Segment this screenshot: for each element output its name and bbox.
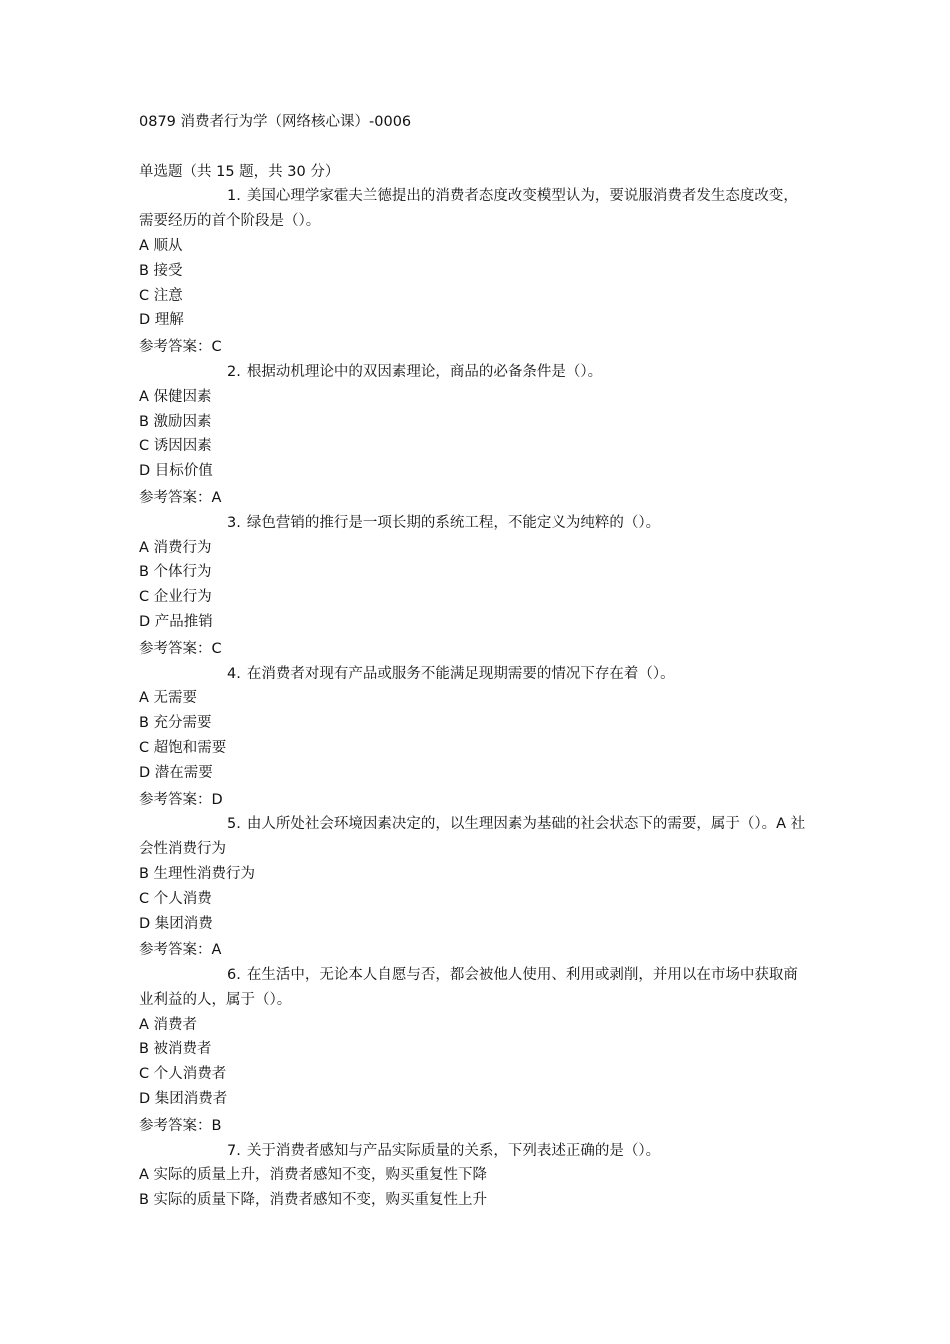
answer-option: C 个人消费者 bbox=[139, 1066, 227, 1083]
answer-option: B 充分需要 bbox=[139, 715, 212, 732]
answer-option: A 顺从 bbox=[139, 237, 183, 254]
question-item bbox=[139, 1139, 811, 1213]
reference-answer-label: 参考答案： bbox=[139, 489, 212, 506]
answer-option: B 个体行为 bbox=[139, 564, 212, 581]
question-stem bbox=[139, 812, 811, 862]
question-stem bbox=[139, 184, 811, 234]
reference-answer bbox=[139, 637, 811, 662]
question-number: 1. bbox=[227, 188, 241, 205]
answer-option: D 目标价值 bbox=[139, 463, 213, 480]
question-text: 关于消费者感知与产品实际质量的关系，下列表述正确的是（）。 bbox=[246, 1142, 661, 1159]
question-number: 5. bbox=[227, 816, 241, 833]
question-text: 美国心理学家霍夫兰德提出的消费者态度改变模型认为，要说服消费者发生态度改变，需要经历的首个阶段是（）。 bbox=[139, 188, 798, 230]
answer-option: C 注意 bbox=[139, 287, 183, 304]
reference-answer-value: A bbox=[211, 942, 222, 959]
answer-option: B 生理性消费行为 bbox=[139, 865, 256, 882]
question-list bbox=[139, 184, 811, 1213]
answer-option: A 实际的质量上升，消费者感知不变，购买重复性下降 bbox=[139, 1167, 488, 1184]
document-page bbox=[139, 110, 811, 1213]
question-number: 2. bbox=[227, 363, 241, 380]
answer-option: B 接受 bbox=[139, 262, 183, 279]
question-number: 7. bbox=[227, 1142, 241, 1159]
question-text: 根据动机理论中的双因素理论，商品的必备条件是（）。 bbox=[246, 363, 603, 380]
question-text: 绿色营销的推行是一项长期的系统工程，不能定义为纯粹的（）。 bbox=[246, 514, 661, 531]
question-stem bbox=[139, 1139, 811, 1164]
document-title: 0879 消费者行为学（网络核心课）-0006 bbox=[139, 114, 412, 130]
reference-answer-value: D bbox=[211, 791, 223, 808]
question-item bbox=[139, 662, 811, 813]
answer-option: B 激励因素 bbox=[139, 413, 212, 430]
answer-option: C 企业行为 bbox=[139, 589, 212, 606]
reference-answer-value: C bbox=[211, 339, 222, 356]
reference-answer-label: 参考答案： bbox=[139, 791, 212, 808]
question-stem bbox=[139, 511, 811, 536]
reference-answer-value: B bbox=[211, 1117, 222, 1134]
answer-option: A 消费者 bbox=[139, 1016, 198, 1033]
question-stem bbox=[139, 963, 811, 1013]
question-stem bbox=[139, 360, 811, 385]
question-text: 由人所处社会环境因素决定的，以生理因素为基础的社会状态下的需要，属于（）。A 社会性消费行为 bbox=[139, 816, 806, 858]
answer-option: D 理解 bbox=[139, 312, 184, 329]
answer-option: B 被消费者 bbox=[139, 1041, 212, 1058]
question-text: 在生活中，无论本人自愿与否，都会被他人使用、利用或剥削，并用以在市场中获取商业利益的人，属于（）。 bbox=[139, 967, 798, 1008]
question-item bbox=[139, 963, 811, 1139]
section-title: 单选题（共 15 题，共 30 分） bbox=[139, 163, 340, 180]
answer-option: A 消费行为 bbox=[139, 539, 212, 556]
answer-option: C 个人消费 bbox=[139, 890, 212, 907]
reference-answer bbox=[139, 486, 811, 511]
question-number: 3. bbox=[227, 514, 241, 531]
question-item bbox=[139, 360, 811, 511]
reference-answer-label: 参考答案： bbox=[139, 942, 212, 959]
question-text: 在消费者对现有产品或服务不能满足现期需要的情况下存在着（）。 bbox=[246, 665, 675, 682]
reference-answer-value: C bbox=[211, 640, 222, 657]
question-number: 4. bbox=[227, 665, 241, 682]
reference-answer bbox=[139, 1114, 811, 1139]
answer-option: D 集团消费 bbox=[139, 915, 213, 932]
question-stem bbox=[139, 662, 811, 687]
question-item bbox=[139, 184, 811, 360]
answer-option: D 产品推销 bbox=[139, 613, 213, 630]
reference-answer-label: 参考答案： bbox=[139, 1117, 212, 1134]
answer-option: D 潜在需要 bbox=[139, 764, 213, 781]
reference-answer-value: A bbox=[211, 489, 222, 506]
answer-option: A 保健因素 bbox=[139, 388, 212, 405]
reference-answer bbox=[139, 335, 811, 360]
answer-option: C 超饱和需要 bbox=[139, 739, 227, 756]
reference-answer bbox=[139, 788, 811, 813]
reference-answer bbox=[139, 938, 811, 963]
answer-option: B 实际的质量下降，消费者感知不变，购买重复性上升 bbox=[139, 1192, 488, 1209]
question-item bbox=[139, 511, 811, 662]
question-item bbox=[139, 812, 811, 963]
reference-answer-label: 参考答案： bbox=[139, 339, 212, 356]
reference-answer-label: 参考答案： bbox=[139, 640, 212, 657]
answer-option: D 集团消费者 bbox=[139, 1091, 228, 1108]
question-number: 6. bbox=[227, 967, 241, 984]
answer-option: A 无需要 bbox=[139, 690, 198, 707]
answer-option: C 诱因因素 bbox=[139, 438, 212, 455]
